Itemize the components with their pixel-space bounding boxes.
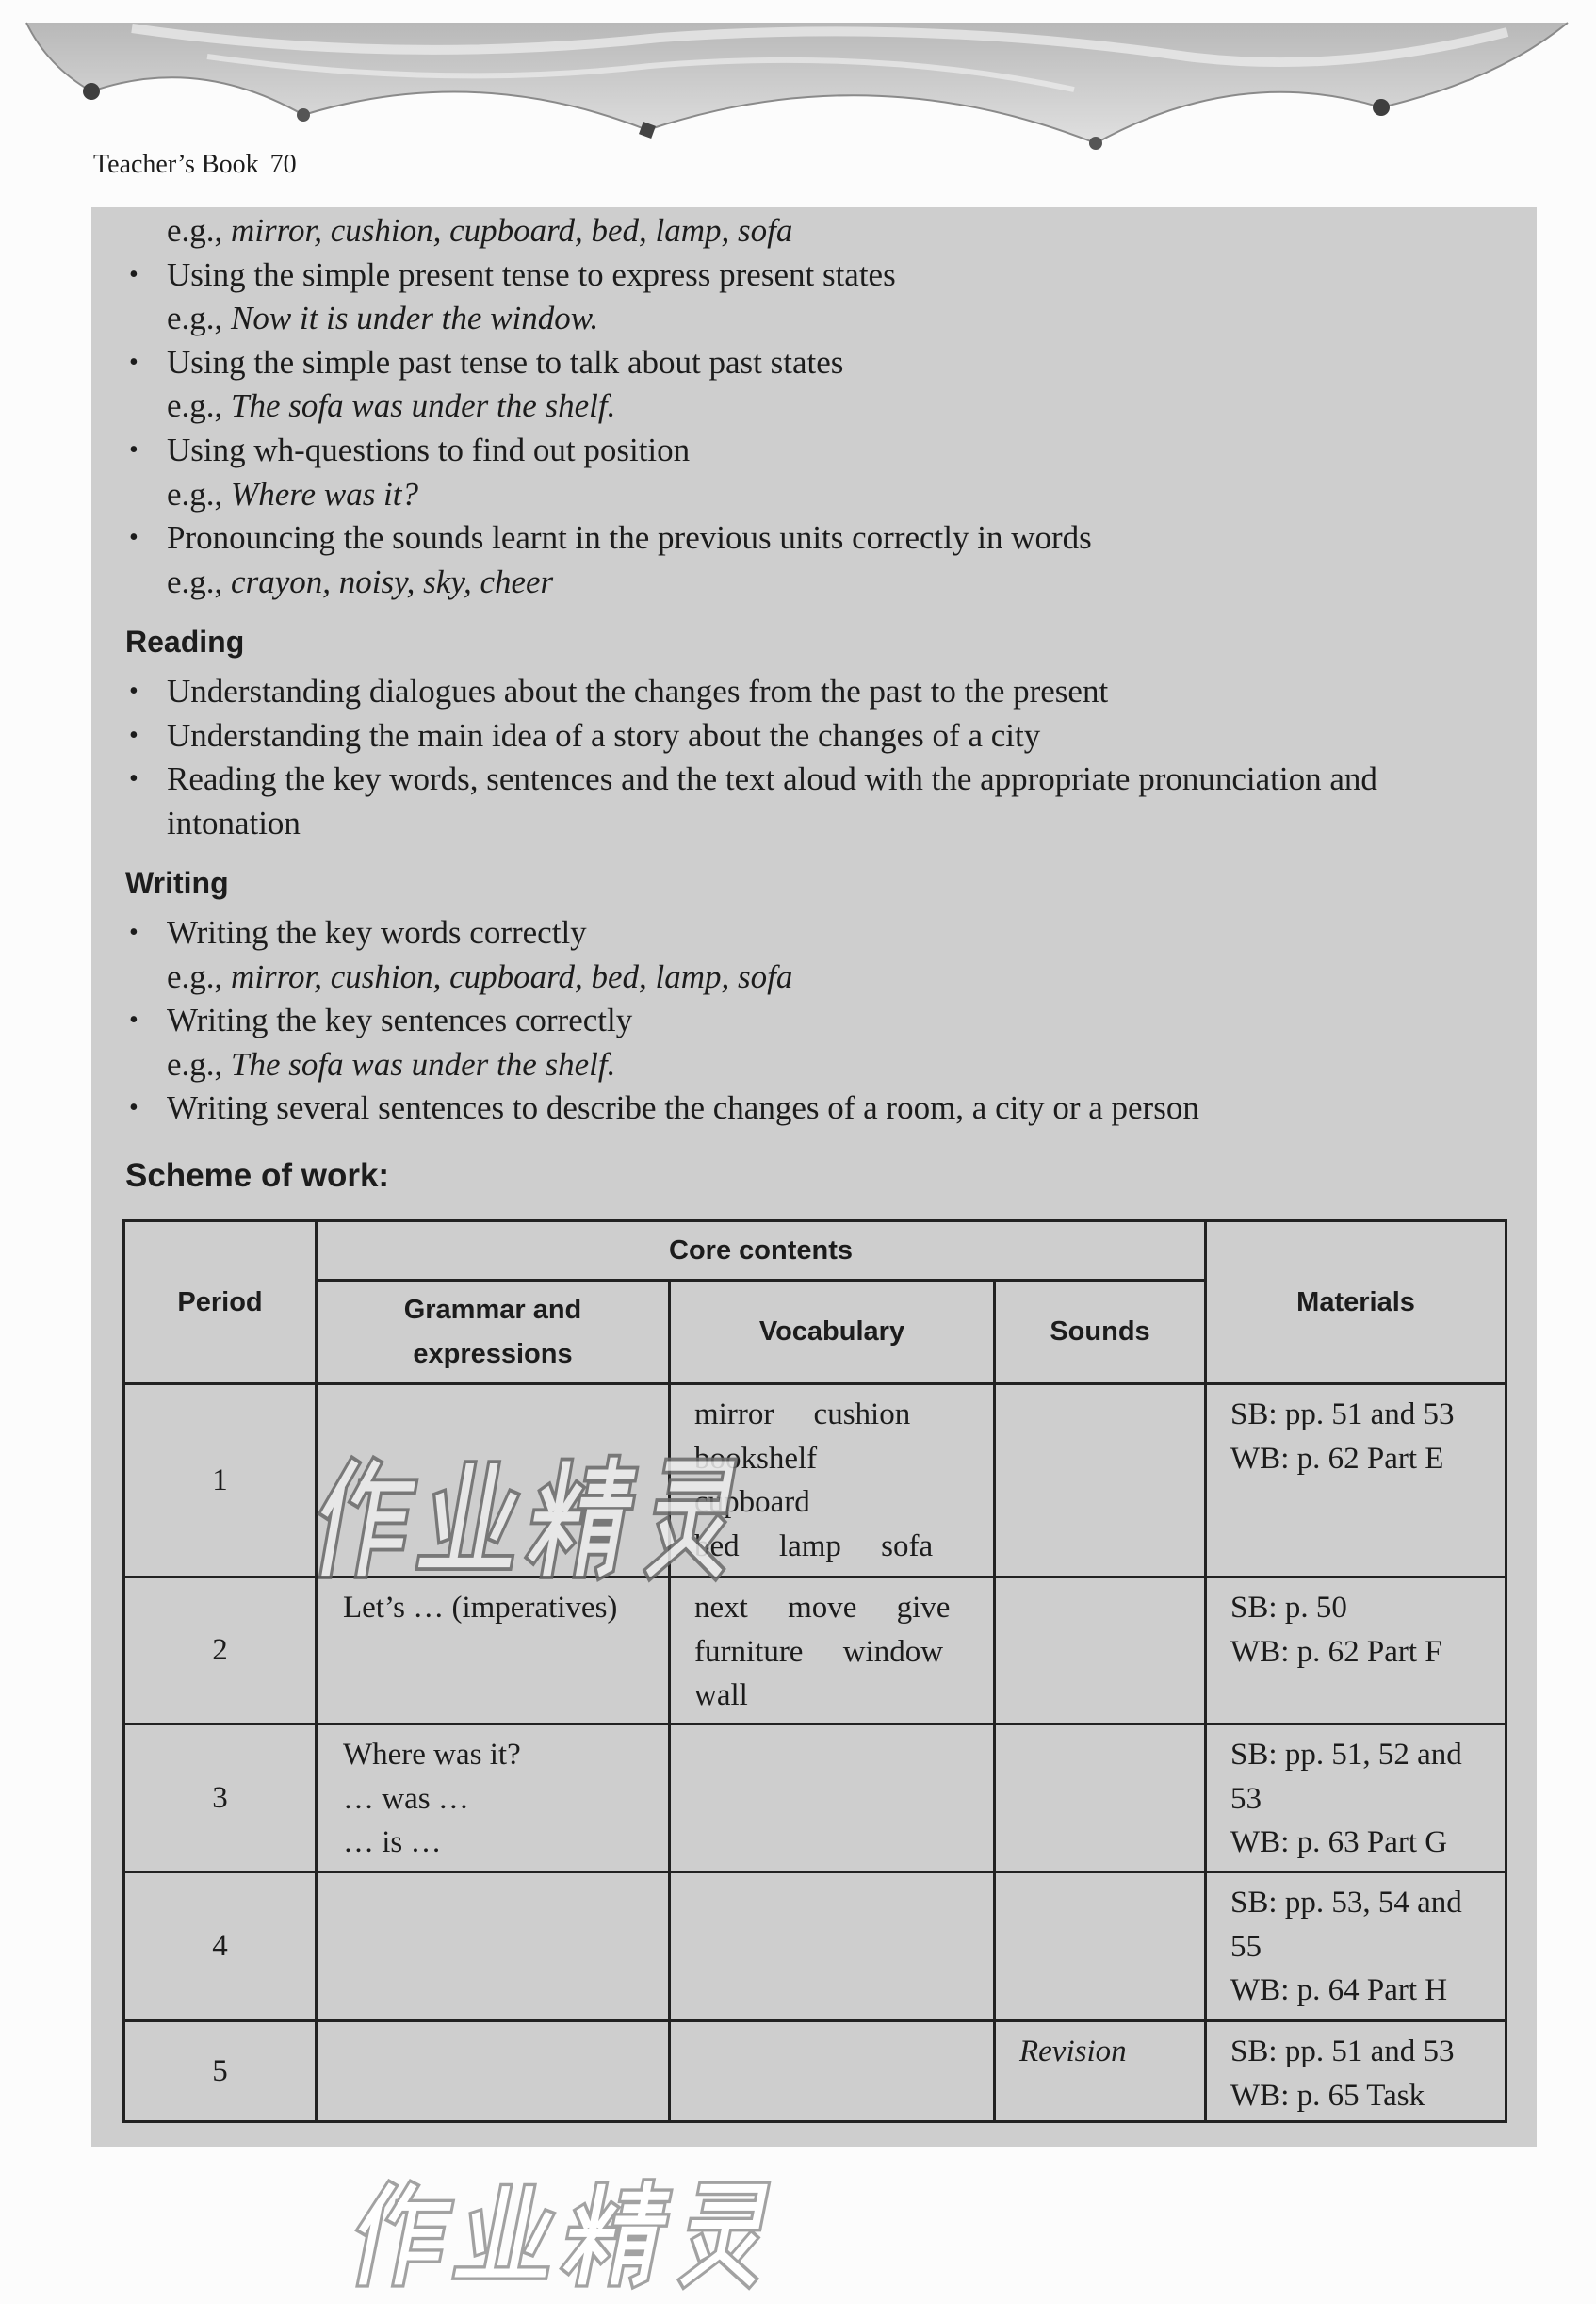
bullet-text: Using the simple present tense to express present states	[167, 255, 896, 293]
grammar-line: … was …	[343, 1781, 469, 1816]
example-text: crayon, noisy, sky, cheer	[231, 563, 554, 600]
watermark	[287, 1442, 754, 1593]
bullet-text: Writing the key sentences correctly	[167, 1002, 633, 1039]
bullet-text: Understanding the main idea of a story about the changes of a city	[167, 716, 1041, 754]
example-line	[0, 561, 1596, 605]
period-cell: 3	[124, 1724, 317, 1872]
bullet-item	[0, 714, 1596, 759]
vocabulary-cell	[670, 1724, 995, 1872]
sounds-cell	[995, 2021, 1206, 2122]
materials-line: WB: p. 65 Task	[1230, 2078, 1425, 2113]
sounds-cell	[995, 1724, 1206, 1872]
example-prefix: e.g.,	[167, 300, 223, 337]
header-line: Grammar and	[403, 1294, 582, 1325]
header-line: expressions	[413, 1338, 573, 1369]
bullet-item	[0, 670, 1596, 714]
vocabulary-cell	[670, 2021, 995, 2122]
reading-heading: Reading	[125, 625, 245, 660]
materials-line: WB: p. 64 Part H	[1230, 1973, 1448, 2008]
book-title: Teacher’s Book	[93, 150, 259, 179]
bullet-item	[0, 429, 1596, 473]
running-head	[93, 150, 297, 180]
bullet-item	[0, 341, 1596, 385]
period-cell: 2	[124, 1577, 317, 1724]
scheme-heading: Scheme of work:	[125, 1156, 390, 1194]
materials-line: 53	[1230, 1781, 1262, 1816]
example-text: Where was it?	[231, 475, 419, 513]
grammar-cell	[317, 1577, 670, 1724]
bullet-item	[0, 1087, 1596, 1131]
materials-line: WB: p. 62 Part F	[1230, 1634, 1442, 1669]
watermark	[325, 2167, 787, 2299]
materials-line: 55	[1230, 1929, 1262, 1964]
table-row	[124, 1577, 1506, 1724]
bullet-text: Reading the key words, sentences and the text aloud with the appropriate pronunciation and	[167, 760, 1377, 798]
example-line	[0, 209, 1596, 253]
sounds-cell	[995, 1872, 1206, 2021]
sounds-text: Revision	[1019, 2034, 1127, 2068]
vocabulary-cell	[670, 1872, 995, 2021]
banner-dot	[1373, 99, 1390, 116]
materials-line: SB: pp. 51, 52 and	[1230, 1738, 1462, 1772]
banner-dot	[1089, 137, 1102, 150]
col-header-sounds: Sounds	[995, 1281, 1206, 1384]
example-text: mirror, cushion, cupboard, bed, lamp, sofa	[231, 212, 793, 249]
grammar-cell	[317, 1724, 670, 1872]
sounds-cell	[995, 1577, 1206, 1724]
vocabulary-line: bookshelf	[694, 1441, 818, 1476]
table-row	[124, 1872, 1506, 2021]
bullet-text: Writing several sentences to describe the changes of a room, a city or a person	[167, 1089, 1199, 1127]
bullet-text: intonation	[167, 804, 301, 842]
bullet-item	[0, 253, 1596, 298]
bullet-text: Writing the key words correctly	[167, 913, 587, 951]
table-row	[124, 2021, 1506, 2122]
bullet-item	[0, 999, 1596, 1043]
sounds-cell	[995, 1384, 1206, 1577]
materials-cell	[1206, 1724, 1506, 1872]
example-prefix: e.g.,	[167, 563, 223, 600]
bullet-continuation	[0, 802, 1596, 846]
bullet-item	[0, 516, 1596, 561]
bullet-text: Using wh-questions to find out position	[167, 431, 691, 468]
materials-line: SB: p. 50	[1230, 1591, 1347, 1625]
example-line	[0, 384, 1596, 429]
table-header-row	[124, 1221, 1506, 1281]
materials-line: SB: pp. 51 and 53	[1230, 1397, 1455, 1431]
example-text: Now it is under the window.	[231, 300, 599, 337]
vocabulary-line: cupboard	[694, 1485, 810, 1520]
materials-cell	[1206, 1872, 1506, 2021]
period-cell: 1	[124, 1384, 317, 1577]
bullet-item	[0, 911, 1596, 956]
banner-dot	[297, 108, 310, 122]
grammar-cell	[317, 2021, 670, 2122]
header-banner	[0, 0, 1596, 160]
col-header-period: Period	[124, 1221, 317, 1384]
period-cell: 5	[124, 2021, 317, 2122]
example-prefix: e.g.,	[167, 1045, 223, 1083]
period-cell: 4	[124, 1872, 317, 2021]
example-prefix: e.g.,	[167, 957, 223, 995]
page-number: 70	[269, 150, 297, 179]
col-header-vocabulary: Vocabulary	[670, 1281, 995, 1384]
materials-cell	[1206, 1577, 1506, 1724]
example-prefix: e.g.,	[167, 212, 223, 249]
vocabulary-line: wall	[694, 1678, 748, 1713]
grammar-cell	[317, 1872, 670, 2021]
example-line	[0, 297, 1596, 341]
banner-dot	[83, 83, 100, 100]
example-text: The sofa was under the shelf.	[231, 387, 616, 425]
example-text: The sofa was under the shelf.	[231, 1045, 616, 1083]
col-header-grammar	[317, 1281, 670, 1384]
vocabulary-line: furniture window	[694, 1634, 944, 1669]
bullet-text: Using the simple past tense to talk about past states	[167, 343, 844, 381]
materials-cell	[1206, 2021, 1506, 2122]
table-row	[124, 1724, 1506, 1872]
scheme-table	[122, 1219, 1507, 2123]
vocabulary-line: mirror cushion	[694, 1397, 911, 1431]
col-header-materials: Materials	[1206, 1221, 1506, 1384]
vocabulary-line: next move give	[694, 1591, 951, 1625]
materials-line: SB: pp. 53, 54 and	[1230, 1886, 1462, 1920]
grammar-line: Let’s … (imperatives)	[343, 1591, 618, 1625]
example-line	[0, 1043, 1596, 1087]
bullet-item	[0, 758, 1596, 802]
grammar-line: … is …	[343, 1825, 442, 1860]
materials-line: SB: pp. 51 and 53	[1230, 2034, 1455, 2068]
bullet-text: Understanding dialogues about the changes from the past to the present	[167, 672, 1109, 710]
example-text: mirror, cushion, cupboard, bed, lamp, sofa	[231, 957, 793, 995]
example-line	[0, 956, 1596, 1000]
col-header-core-contents: Core contents	[317, 1221, 1206, 1281]
vocabulary-cell	[670, 1577, 995, 1724]
bullet-text: Pronouncing the sounds learnt in the previous units correctly in words	[167, 519, 1092, 557]
example-line	[0, 473, 1596, 517]
materials-cell	[1206, 1384, 1506, 1577]
writing-heading: Writing	[125, 866, 229, 901]
materials-line: WB: p. 63 Part G	[1230, 1825, 1448, 1860]
vocabulary-line: bed lamp sofa	[694, 1528, 934, 1563]
example-prefix: e.g.,	[167, 475, 223, 513]
objectives	[0, 209, 1596, 1198]
example-prefix: e.g.,	[167, 387, 223, 425]
materials-line: WB: p. 62 Part E	[1230, 1441, 1444, 1476]
grammar-line: Where was it?	[343, 1738, 521, 1772]
